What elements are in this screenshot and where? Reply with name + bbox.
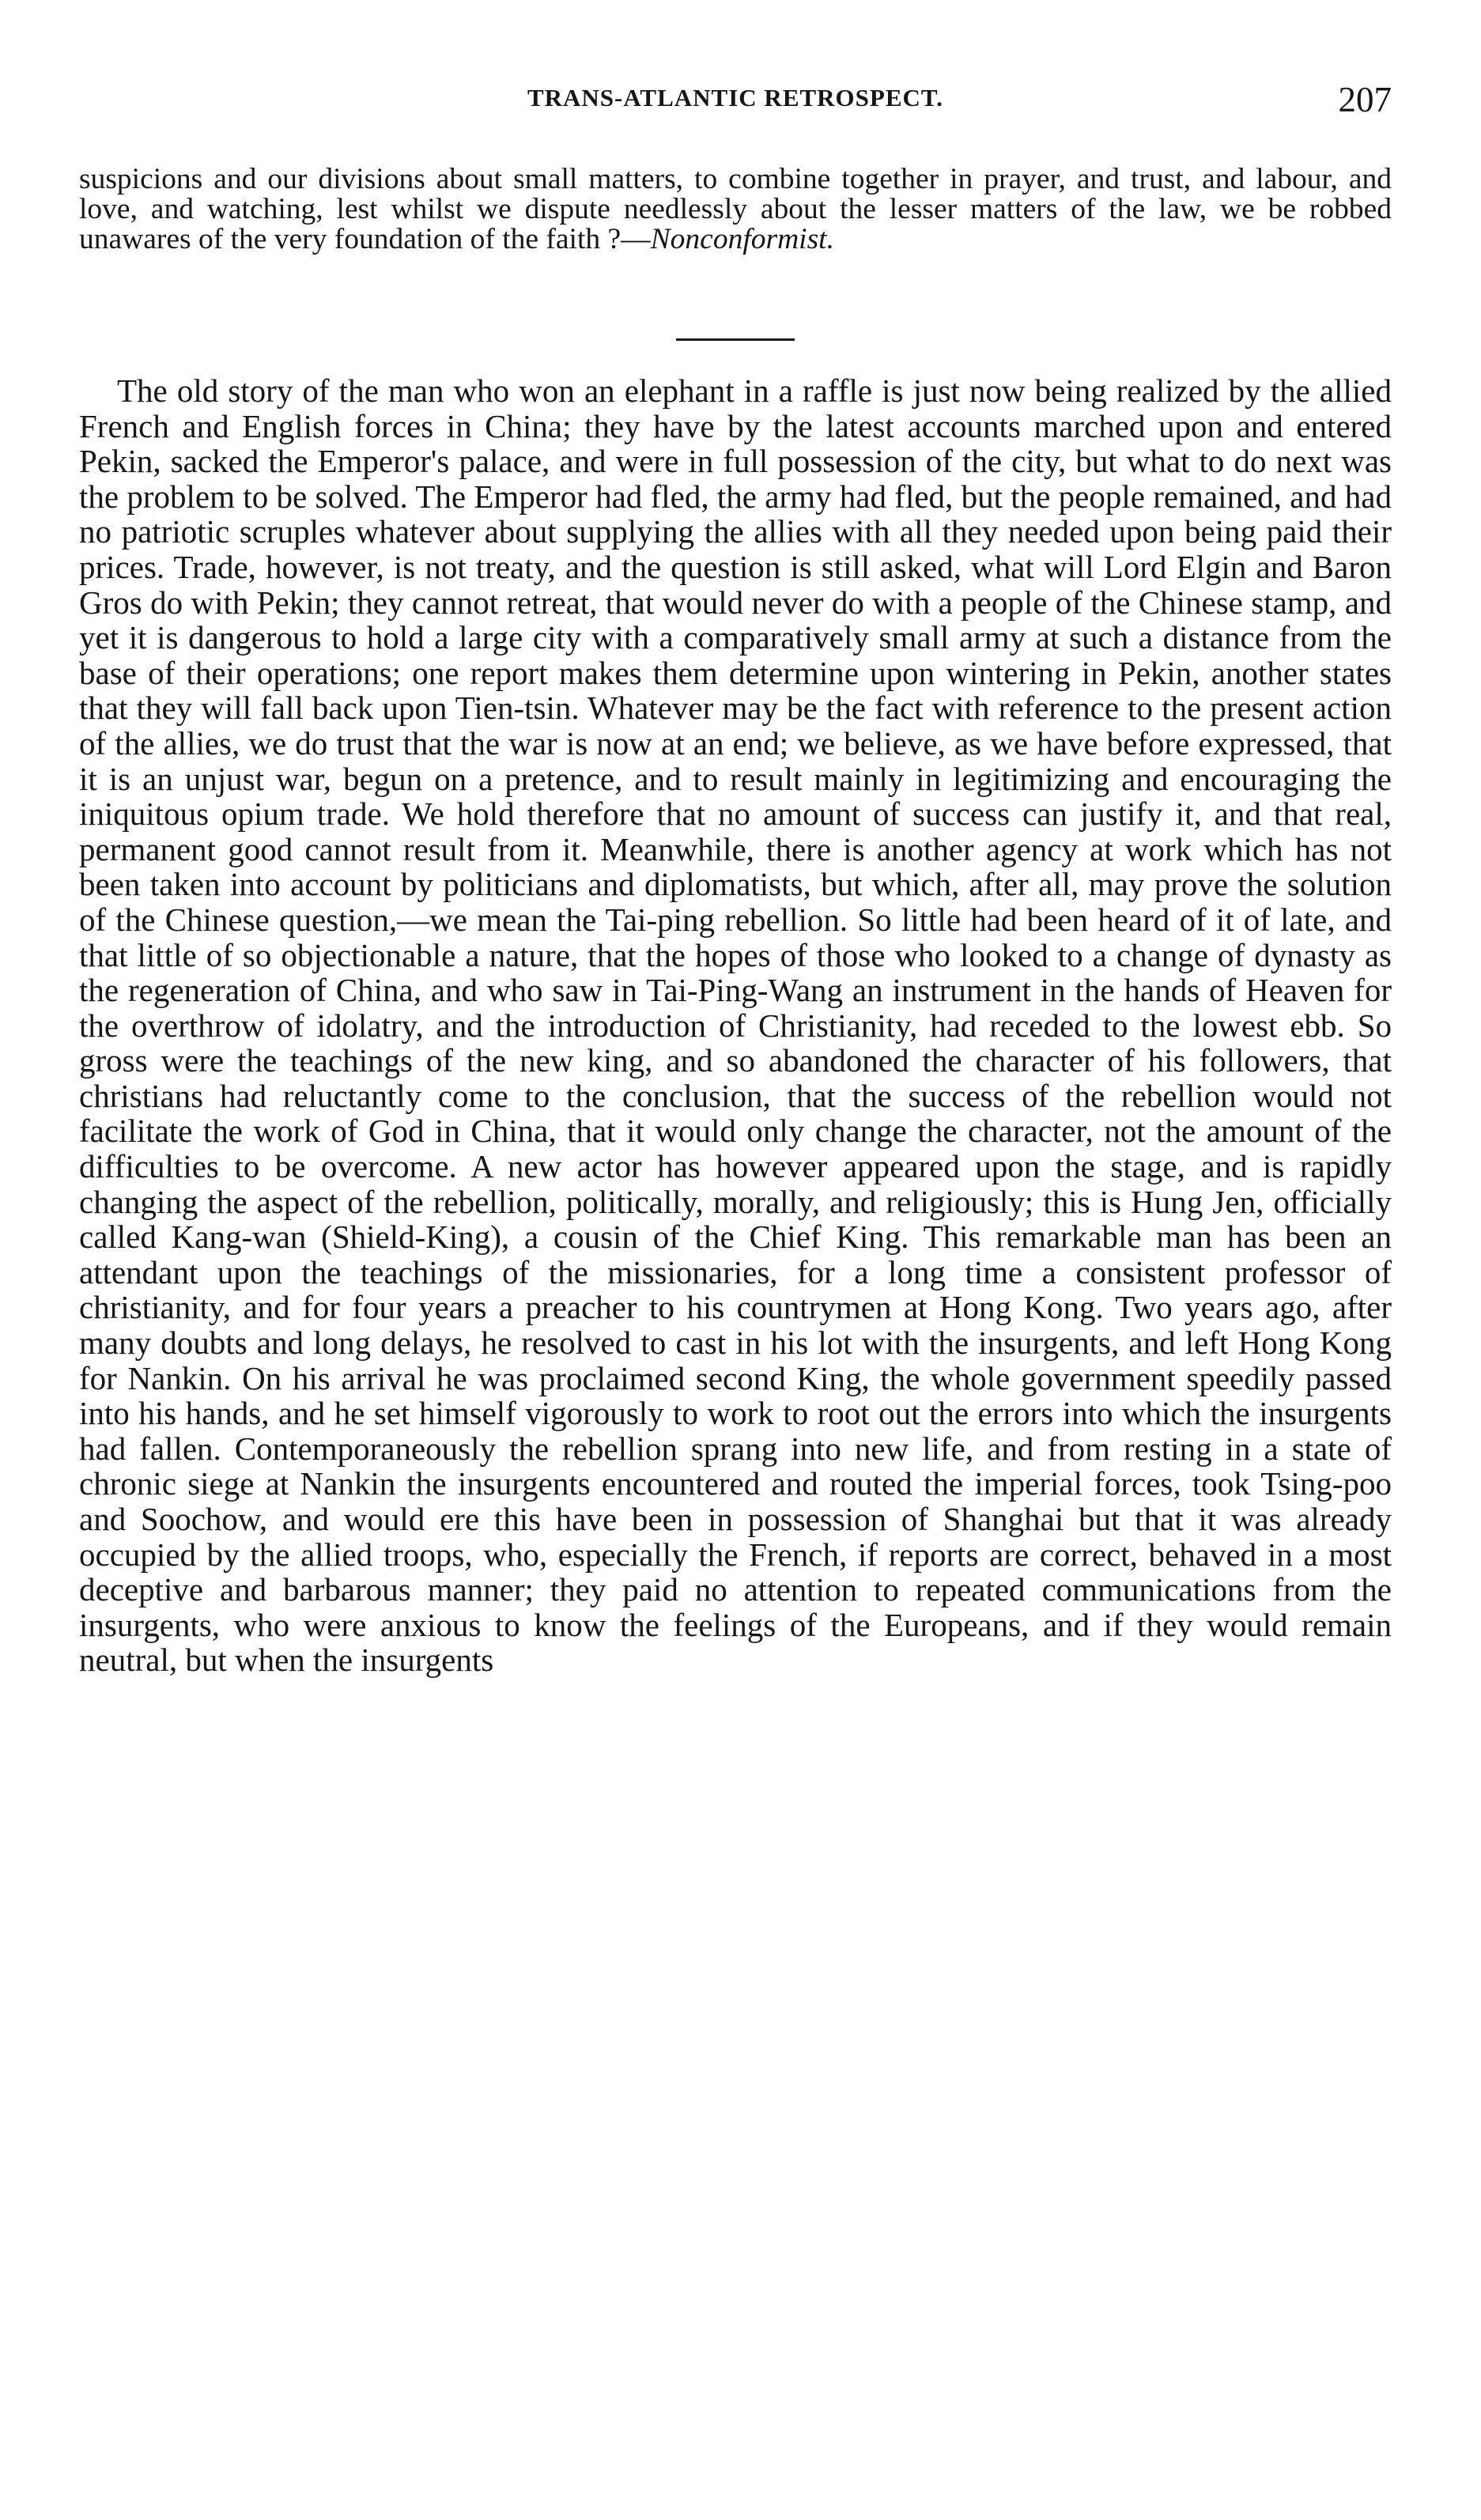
quoted-passage (79, 164, 1392, 255)
section-divider (676, 338, 795, 341)
page-header (79, 79, 1392, 128)
quote-source: Nonconformist. (650, 223, 834, 255)
quoted-passage-text: suspicions and our divisions about small matters, to combine together in prayer, and trust, and labour, and love, and watching, lest whilst we dispute needlessly about the lesser matters of the law, we be robbed unawares of the very foundation of the faith ?— (79, 163, 1392, 255)
document-page (79, 79, 1392, 1679)
article-body: The old story of the man who won an elephant in a raffle is just now being realized by the allied French and English forces in China; they have by the latest accounts marched upon and entered Pekin, sacked the Emperor's palace, and were in full possession of the city, but what to do next was the problem to be solved. The Emperor had fled, the army had fled, but the people remained, and had no patriotic scruples whatever about supplying the allies with all they needed upon being paid their prices. Trade, however, is not treaty, and the question is still asked, what will Lord Elgin and Baron Gros do with Pekin; they cannot retreat, that would never do with a people of the Chinese stamp, and yet it is dangerous to hold a large city with a comparatively small army at such a distance from the base of their operations; one report makes them determine upon wintering in Pekin, another states that they will fall back upon Tien-tsin. Whatever may be the fact with reference to the present action of the allies, we do trust that the war is now at an end; we believe, as we have before expressed, that it is an unjust war, begun on a pretence, and to result mainly in legitimizing and encouraging the iniquitous opium trade. We hold therefore that no amount of success can justify it, and that real, permanent good cannot result from it. Meanwhile, there is another agency at work which has not been taken into account by politicians and diplomatists, but which, after all, may prove the solution of the Chinese question,—we mean the Tai-ping rebellion. So little had been heard of it of late, and that little of so objectionable a nature, that the hopes of those who looked to a change of dynasty as the regeneration of China, and who saw in Tai-Ping-Wang an instrument in the hands of Heaven for the overthrow of idolatry, and the introduction of Christianity, had receded to the lowest ebb. So gross were the teachings of the new king, and so abandoned the character of his followers, that christians had reluctantly come to the conclusion, that the success of the rebellion would not facilitate the work of God in China, that it would only change the character, not the amount of the difficulties to be overcome. A new actor has however appeared upon the stage, and is rapidly changing the aspect of the rebellion, politically, morally, and religiously; this is Hung Jen, officially called Kang-wan (Shield-King), a cousin of the Chief King. This remarkable man has been an attendant upon the teachings of the missionaries, for a long time a consistent professor of christianity, and for four years a preacher to his countrymen at Hong Kong. Two years ago, after many doubts and long delays, he resolved to cast in his lot with the insurgents, and left Hong Kong for Nankin. On his arrival he was proclaimed second King, the whole government speedily passed into his hands, and he set himself vigorously to work to root out the errors into which the insurgents had fallen. Contemporaneously the rebellion sprang into new life, and from resting in a state of chronic siege at Nankin the insurgents encountered and routed the imperial forces, took Tsing-poo and Soochow, and would ere this have been in possession of Shanghai but that it was already occupied by the allied troops, who, especially the French, if reports are correct, behaved in a most deceptive and barbarous manner; they paid no attention to repeated communications from the insurgents, who were anxious to know the feelings of the Europeans, and if they would remain neutral, but when the insurgents (79, 372, 1392, 1679)
running-head: TRANS-ATLANTIC RETROSPECT. (527, 84, 944, 111)
page-number: 207 (1338, 80, 1392, 119)
